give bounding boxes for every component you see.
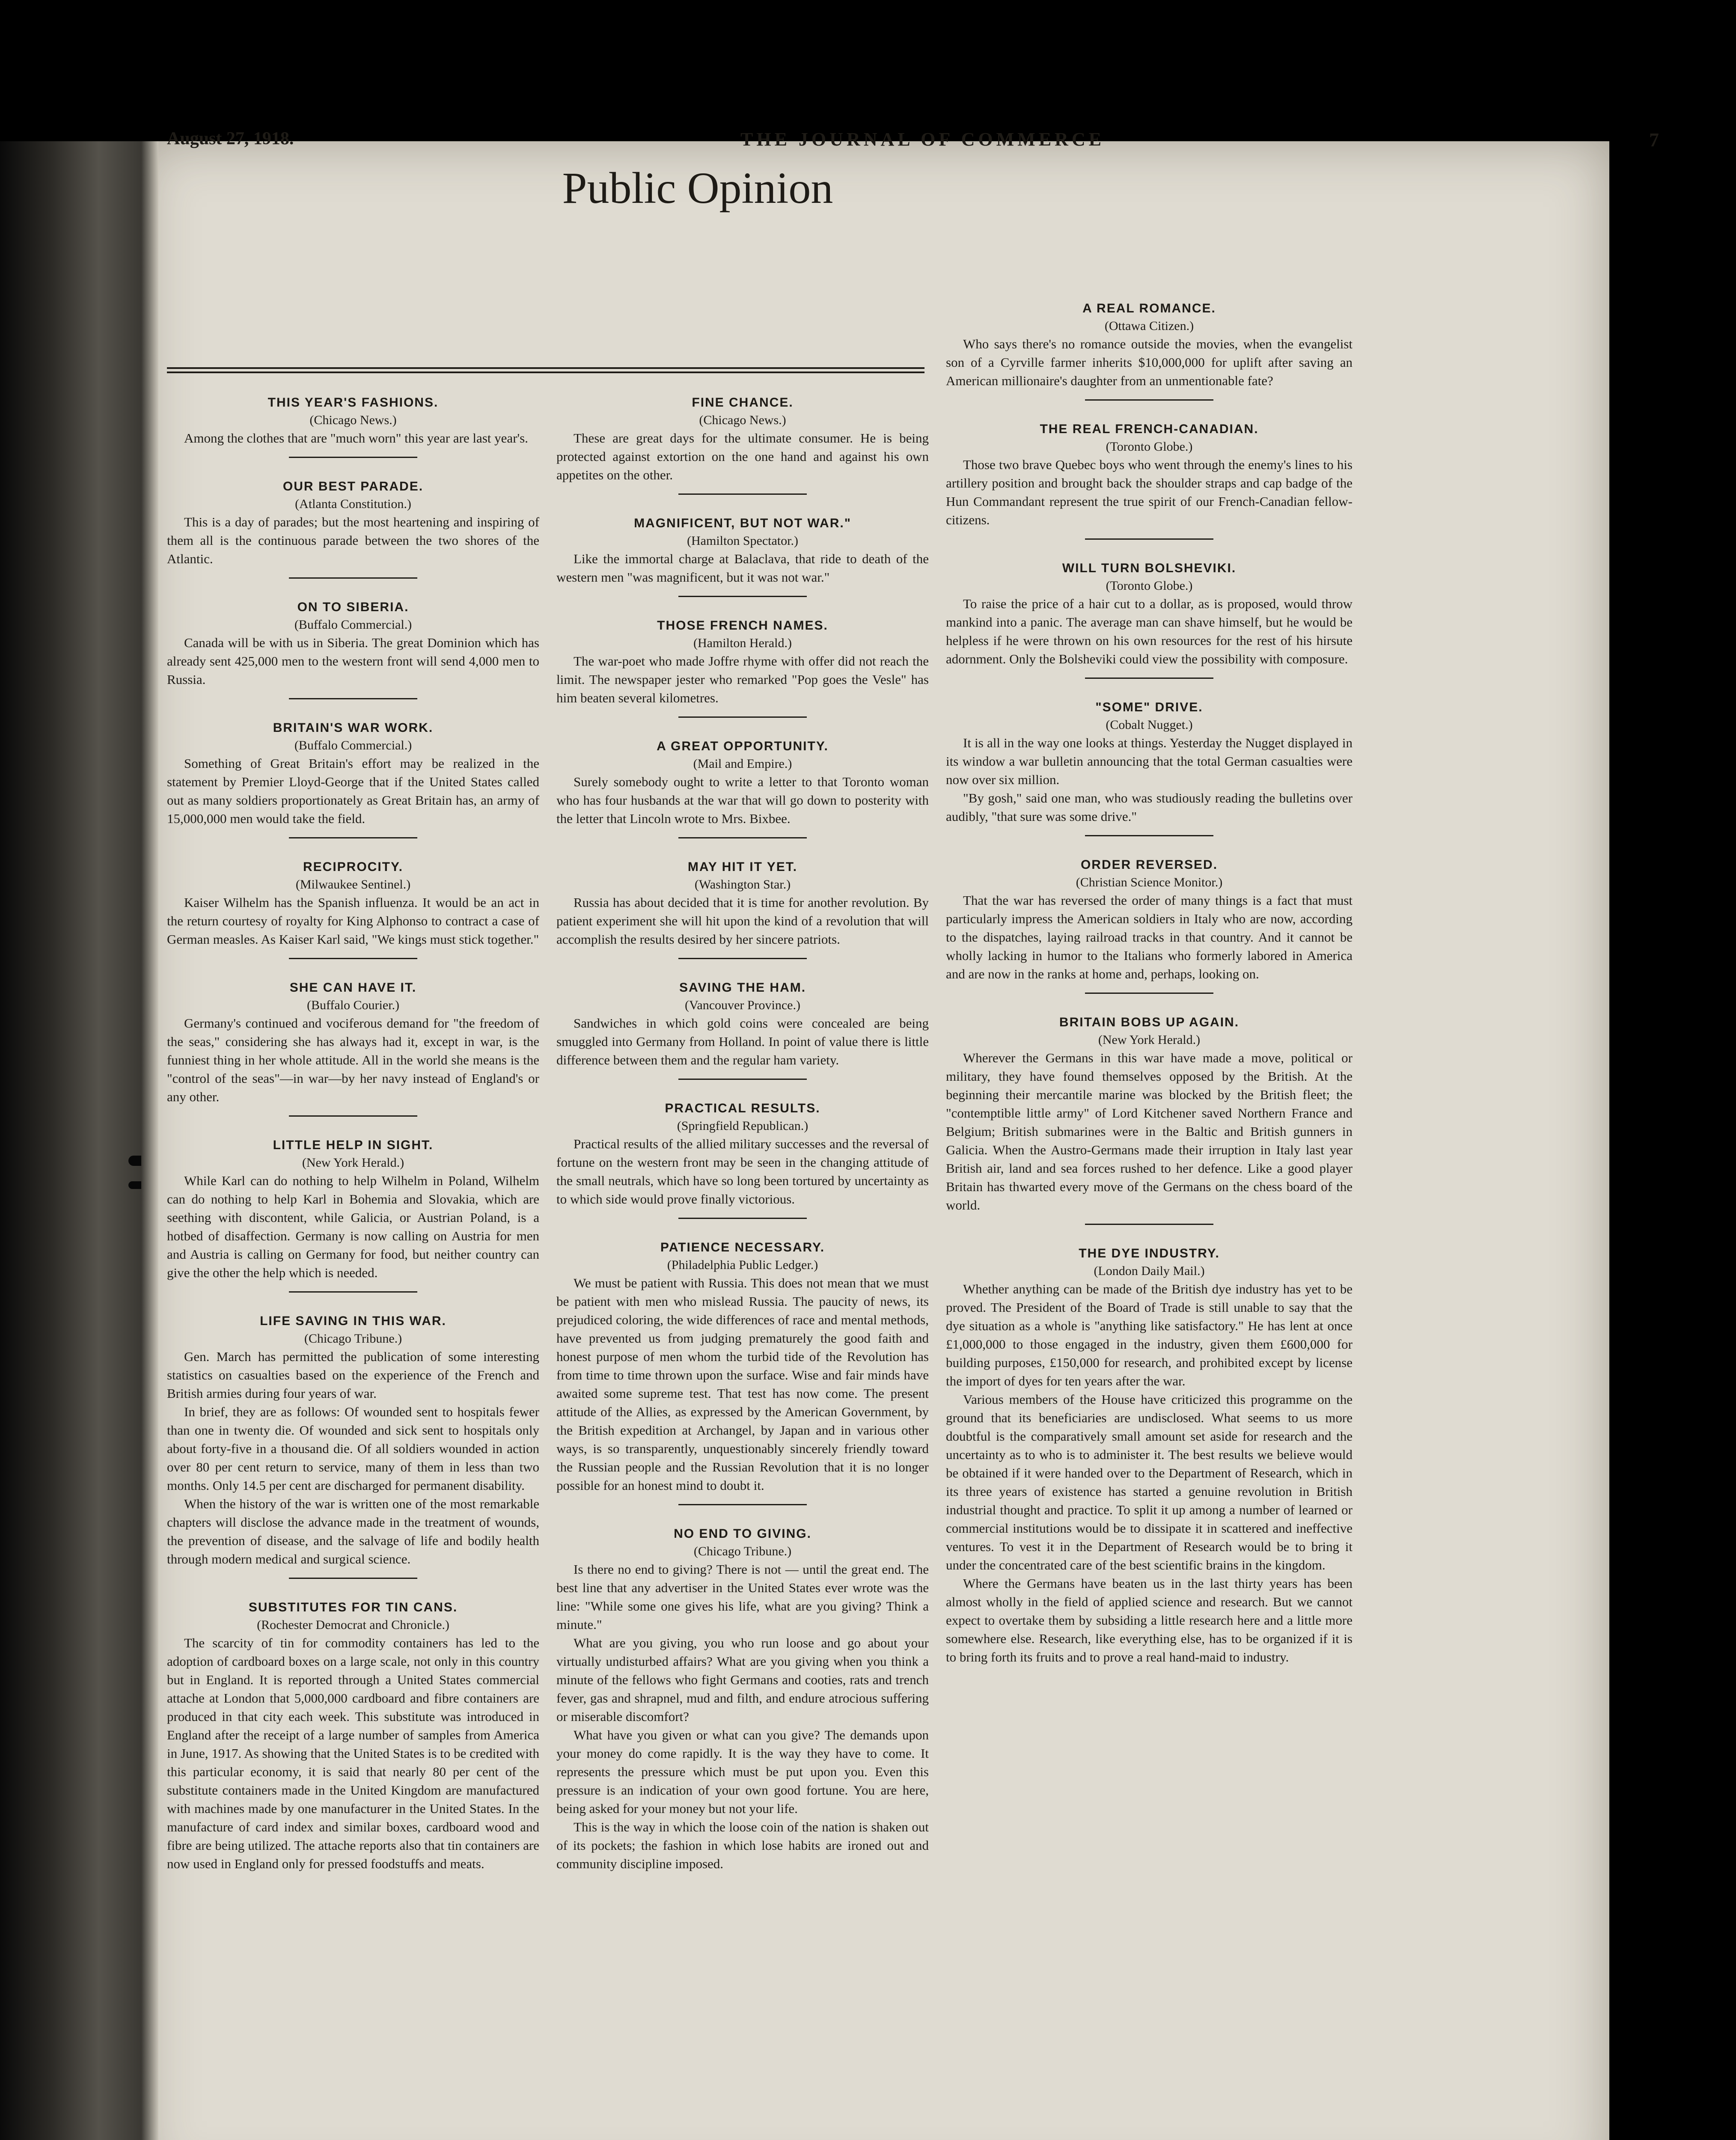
article-headline: LITTLE HELP IN SIGHT. [273, 1138, 434, 1152]
article-divider [1085, 538, 1213, 540]
article-paragraph: "By gosh," said one man, who was studiously reading the bulletins over audibly, "that sure was some drive." [946, 791, 1353, 824]
article-paragraph: The scarcity of tin for commodity containers has led to the adoption of cardboard boxes on a large scale, not only in this country but in England. It is reported through a United States commercial attache at London that 5,000,000 cardboard and fibre containers are produced in that city each week. This substitute was introduced in England after the receipt of a large number of samples from America in June, 1917. As showing that the United States is to be credited with this particular economy, it is said that nearly 80 per cent of the substitute containers made in the United Kingdom are manufactured with machines made by one manufacturer in the United States. In the manufacture of card index and similar boxes, cardboard wood and fibre are being utilized. The attache reports also that tin containers are now used in England only for pressed foodstuffs and meats. [167, 1635, 539, 1871]
article-divider [678, 493, 807, 495]
article-source: (Atlanta Constitution.) [295, 497, 411, 511]
article-source: (Milwaukee Sentinel.) [295, 877, 411, 892]
article-divider [289, 457, 417, 458]
article-divider [678, 1218, 807, 1219]
article-paragraph: When the history of the war is written one of the most remarkable chapters will disclose the advance made in the treatment of wounds, the prevention of disease, and the salvage of life and bodily health through modern medical and surgical science. [167, 1496, 539, 1566]
binding-spine [0, 141, 141, 2140]
article-headline: OUR BEST PARADE. [282, 479, 424, 493]
article-paragraph: What have you given or what can you give? The demands upon your money do come rapidly. It is the way they have to come. It represents the pressure which must be put upon you. Even this pressure is an indication of your own good fortune. You are here, being asked for your money but not your life. [556, 1727, 929, 1816]
article-divider [289, 577, 417, 579]
article-paragraph: Canada will be with us in Siberia. The great Dominion which has already sent 425,000 men to the western front will send 4,000 men to Russia. [167, 635, 539, 687]
article-paragraph: We must be patient with Russia. This does not mean that we must be patient with men who mislead Russia. The paucity of news, its prejudiced coloring, the wide differences of race and mental methods, have prevented us from judging prematurely the good faith and honest purpose of men whom the turbid tide of the Revolution has from time to time thrown upon the surface. Wise and fair minds have awaited some supreme test. That test has now come. The present attitude of the Allies, as expressed by the American Government, by the British expedition at Archangel, by Japan and in various other ways, is so transparently, unquestionably sincerely friendly toward the Russian people and the Russian Revolution that it is no longer possible for an honest mind to doubt it. [556, 1275, 929, 1493]
article-paragraph: While Karl can do nothing to help Wilhelm in Poland, Wilhelm can do nothing to help Karl in Bohemia and Slovakia, which are seething with discontent, while Galicia, or Austrian Poland, is a hotbed of disaffection. Germany is now calling on Austria for men and Austria is calling on Germany for food, but neither country can give the other the help which is needed. [167, 1173, 539, 1280]
article-paragraph: Various members of the House have criticized this programme on the ground that its beneficiaries are undisclosed. What seems to us more doubtful is the comparatively small amount set aside for research and the uncertainty as to who is to administer it. The best results we believe would be obtained if it were handed over to the Department of Research, which in its three years of existence has started a genuine revolution in British industrial thought and practice. To split it up among a number of learned or commercial institutions would be to dissipate it in scattered and ineffective ventures. To vest it in the Department of Research would be to bring it under the concentrated care of the best scientific brains in the kingdom. [946, 1392, 1353, 1572]
article-source: (Mail and Empire.) [693, 757, 792, 771]
article [167, 1136, 539, 1293]
article-source: (Cobalt Nugget.) [1106, 718, 1193, 732]
article-headline: FINE CHANCE. [692, 395, 794, 410]
article [556, 737, 929, 838]
journal-name: THE JOURNAL OF COMMERCE [740, 129, 1105, 150]
article-source: (New York Herald.) [302, 1156, 404, 1170]
article-divider [1085, 1224, 1213, 1225]
article-paragraph: To raise the price of a hair cut to a dollar, as is proposed, would throw mankind into a panic. The average man can shave himself, but he would be helpless if he were thrown on his own resources for the rest of his hirsute adornment. Only the Bolsheviki could view the possibility with composure. [946, 596, 1353, 666]
article-source: (Hamilton Herald.) [693, 636, 792, 650]
article-source: (Buffalo Commercial.) [294, 618, 412, 632]
article-headline: A REAL ROMANCE. [1082, 301, 1216, 315]
article [556, 858, 929, 959]
article-divider [289, 1578, 417, 1579]
article-source: (Buffalo Commercial.) [294, 738, 412, 752]
article [556, 514, 929, 597]
article-headline: PRACTICAL RESULTS. [665, 1101, 820, 1115]
article-headline: NO END TO GIVING. [674, 1527, 812, 1541]
article [556, 1239, 929, 1505]
article-headline: WILL TURN BOLSHEVIKI. [1062, 561, 1237, 575]
article-divider [678, 596, 807, 597]
article [946, 300, 1353, 401]
article [946, 559, 1353, 679]
article-headline: SHE CAN HAVE IT. [289, 981, 417, 995]
column-1 [167, 394, 539, 1893]
article-paragraph: Who says there's no romance outside the movies, when the evangelist son of a Cyrville farmer inherits $10,000,000 for uplift after saving an American millionaire's daughter from an unmentionable fate? [946, 336, 1353, 388]
article-divider [678, 837, 807, 838]
article-source: (Buffalo Courier.) [306, 998, 400, 1012]
article-divider [678, 958, 807, 959]
article-source: (Vancouver Province.) [685, 998, 800, 1012]
article [167, 598, 539, 699]
article-source: (Toronto Globe.) [1106, 579, 1193, 593]
article [946, 698, 1353, 836]
article-source: (Chicago News.) [309, 413, 397, 427]
article-paragraph: It is all in the way one looks at things. Yesterday the Nugget displayed in its window a war bulletin announcing that the total German casualties were now over six million. [946, 735, 1353, 787]
article-paragraph: Like the immortal charge at Balaclava, that ride to death of the western men "was magnificent, but it was not war." [556, 551, 929, 585]
article-headline: THE DYE INDUSTRY. [1079, 1246, 1220, 1260]
article-source: (New York Herald.) [1098, 1033, 1201, 1047]
article-paragraph: Kaiser Wilhelm has the Spanish influenza. It would be an act in the return courtesy of royalty for King Alphonso to contract a case of German measles. As Kaiser Karl said, "We kings must stick together." [167, 895, 539, 947]
article [556, 1100, 929, 1219]
article-divider [678, 1079, 807, 1080]
column-2 [556, 394, 929, 1893]
article [167, 1599, 539, 1873]
article-paragraph: Russia has about decided that it is time for another revolution. By patient experiment she will hit upon the kind of a revolution that will accomplish the results desired by her sincere patriots. [556, 895, 929, 947]
article-source: (Rochester Democrat and Chronicle.) [257, 1618, 449, 1632]
article-headline: THE REAL FRENCH-CANADIAN. [1040, 422, 1259, 436]
article [556, 1525, 929, 1873]
article-headline: BRITAIN'S WAR WORK. [273, 721, 434, 735]
article-divider [1085, 678, 1213, 679]
article-divider [289, 958, 417, 959]
article-divider [1085, 399, 1213, 401]
article-headline: BRITAIN BOBS UP AGAIN. [1059, 1015, 1240, 1029]
article-headline: LIFE SAVING IN THIS WAR. [260, 1314, 446, 1328]
masthead-rule [167, 367, 924, 369]
section-title: Public Opinion [562, 163, 833, 213]
article-paragraph: That the war has reversed the order of many things is a fact that must particularly impress the American soldiers in Italy who are now, according to the dispatches, laying railroad tracks in that country. And it cannot be wholly lacking in humor to the Italians who formerly labored in America and are now in the ranks at home and, perhaps, looking on. [946, 893, 1353, 981]
article [167, 478, 539, 579]
article-headline: SUBSTITUTES FOR TIN CANS. [248, 1600, 458, 1614]
article-paragraph: These are great days for the ultimate consumer. He is being protected against extortion on the one hand and against his own appetites on the other. [556, 431, 929, 482]
article-divider [289, 1115, 417, 1117]
article [167, 858, 539, 959]
article-headline: ON TO SIBERIA. [297, 600, 409, 614]
article-headline: "SOME" DRIVE. [1095, 700, 1203, 714]
article-source: (Hamilton Spectator.) [687, 534, 798, 548]
article-source: (Ottawa Citizen.) [1104, 319, 1194, 333]
article-divider [678, 1504, 807, 1505]
article-paragraph: Sandwiches in which gold coins were concealed are being smuggled into Germany from Holland. In point of value there is little difference between them and the regular ham variety. [556, 1016, 929, 1067]
article-headline: THOSE FRENCH NAMES. [657, 618, 828, 633]
column-3 [946, 300, 1353, 1686]
article-paragraph: Wherever the Germans in this war have made a move, political or military, they have found themselves opposed by the British. At the beginning their mercantile marine was blocked by the British fleet; the "contemptible little army" of Lord Kitchener saved Northern France and Belgium; British submarines were in the Baltic and British gunners in Galicia. When the Austro-Germans made their irruption in Italy last year British air, land and sea forces rushed to her defence. Like a good player Britain has thwarted every move of the Germans on the chess board of the world. [946, 1050, 1353, 1213]
article-headline: SAVING THE HAM. [679, 981, 806, 995]
article-source: (Chicago Tribune.) [304, 1332, 402, 1346]
article-source: (Chicago News.) [699, 413, 786, 427]
article-paragraph: Is there no end to giving? There is not — until the great end. The best line that any advertiser in the United States ever wrote was the line: "While some one gives his life, what are you giving? Think a minute." [556, 1562, 929, 1632]
article-headline: PATIENCE NECESSARY. [660, 1240, 825, 1254]
article [946, 1245, 1353, 1666]
article-paragraph: Where the Germans have beaten us in the last thirty years has been almost wholly in the field of applied science and research. But we cannot expect to overtake them by subsiding a little research here and a little more somewhere else. Research, like everything else, has to be organized if it is to bring forth its fruits and to prove a real hand-maid to industry. [946, 1576, 1353, 1664]
article-paragraph: This is a day of parades; but the most heartening and inspiring of them all is the continuous parade between the two shores of the Atlantic. [167, 514, 539, 566]
article-headline: ORDER REVERSED. [1080, 858, 1218, 872]
article [167, 979, 539, 1117]
article-paragraph: Among the clothes that are "much worn" this year are last year's. [184, 431, 528, 446]
page-edge [141, 141, 158, 2140]
article [167, 719, 539, 838]
article-paragraph: This is the way in which the loose coin of the nation is shaken out of its pockets; the fashion in which lose habits are ironed out and community discipline imposed. [556, 1819, 929, 1871]
article [556, 617, 929, 718]
masthead-rule [167, 372, 924, 373]
article-paragraph: Gen. March has permitted the publication of some interesting statistics on casualties based on the experience of the French and British armies during four years of war. [167, 1349, 539, 1401]
article-divider [289, 1291, 417, 1293]
article-headline: MAY HIT IT YET. [687, 860, 798, 874]
article-paragraph: Germany's continued and vociferous demand for "the freedom of the seas," considering she has always had it, except in war, is the funniest thing in her whole attitude. All in the world she means is the "control of the seas"—in war—by her navy instead of England's or any other. [167, 1016, 539, 1104]
article-paragraph: What are you giving, you who run loose and go about your virtually undisturbed affairs? What are you giving when you think a minute of the fellows who fight Germans and cooties, rats and trench fever, gas and shrapnel, mud and filth, and endure atrocious suffering or miserable discomfort? [556, 1635, 929, 1724]
page-number: 7 [1649, 129, 1659, 151]
article-divider [1085, 835, 1213, 836]
article-headline: THIS YEAR'S FASHIONS. [268, 395, 439, 410]
article-paragraph: Practical results of the allied military successes and the reversal of fortune on the western front may be seen in the changing attitude of the small neutrals, which have so long been tortured by uncertainty as to which side would prove finally victorious. [556, 1136, 929, 1207]
article-paragraph: Those two brave Quebec boys who went through the enemy's lines to his artillery position and brought back the shoulder straps and cap badge of the Hun Commandant represent the true spirit of our French-Canadian fellow-citizens. [946, 457, 1353, 527]
article [167, 394, 539, 458]
article-paragraph: In brief, they are as follows: Of wounded sent to hospitals fewer than one in twenty die. Of wounded and sick sent to hospitals only about forty-five in a thousand die. Of all soldiers wounded in action over 80 per cent return to service, many of them in less than two months. Only 14.5 per cent are discharged for permanent disability. [167, 1404, 539, 1493]
article-paragraph: Whether anything can be made of the British dye industry has yet to be proved. The President of the Board of Trade is still unable to say that the dye situation as a whole is "anything like satisfactory." He has lent at once £1,000,000 to those engaged in the industry, given them £600,000 for building purposes, £150,000 for research, and prohibited except by license the import of dyes for ten years after the war. [946, 1281, 1353, 1388]
article-divider [678, 716, 807, 718]
article-headline: MAGNIFICENT, BUT NOT WAR." [634, 516, 851, 530]
article-divider [1085, 993, 1213, 994]
article-divider [289, 698, 417, 699]
article-headline: RECIPROCITY. [303, 860, 404, 874]
issue-date: August 27, 1918. [167, 129, 294, 149]
article-source: (Philadelphia Public Ledger.) [667, 1258, 818, 1272]
article [946, 1014, 1353, 1225]
article-source: (Christian Science Monitor.) [1076, 875, 1223, 889]
article-paragraph: Surely somebody ought to write a letter to that Toronto woman who has four husbands at the war that will go down to posterity with the letter that Lincoln wrote to Mrs. Bixbee. [556, 774, 929, 826]
article [946, 420, 1353, 540]
article-source: (Springfield Republican.) [677, 1119, 809, 1133]
article-paragraph: The war-poet who made Joffre rhyme with offer did not reach the limit. The newspaper jester who remarked "Pop goes the Vesle" has him beaten several kilometres. [556, 654, 929, 705]
article [556, 394, 929, 495]
article [556, 979, 929, 1080]
article [167, 1312, 539, 1579]
article-headline: A GREAT OPPORTUNITY. [657, 739, 829, 753]
article [946, 856, 1353, 994]
article-paragraph: Something of Great Britain's effort may be realized in the statement by Premier Lloyd-George that if the United States called out as many soldiers proportionately as Great Britain has, an army of 15,000,000 men would take the field. [167, 756, 539, 826]
article-divider [289, 837, 417, 838]
article-source: (London Daily Mail.) [1094, 1264, 1205, 1278]
article-source: (Washington Star.) [694, 877, 791, 892]
article-source: (Toronto Globe.) [1106, 440, 1193, 454]
article-source: (Chicago Tribune.) [693, 1544, 792, 1558]
running-head [167, 128, 1659, 163]
